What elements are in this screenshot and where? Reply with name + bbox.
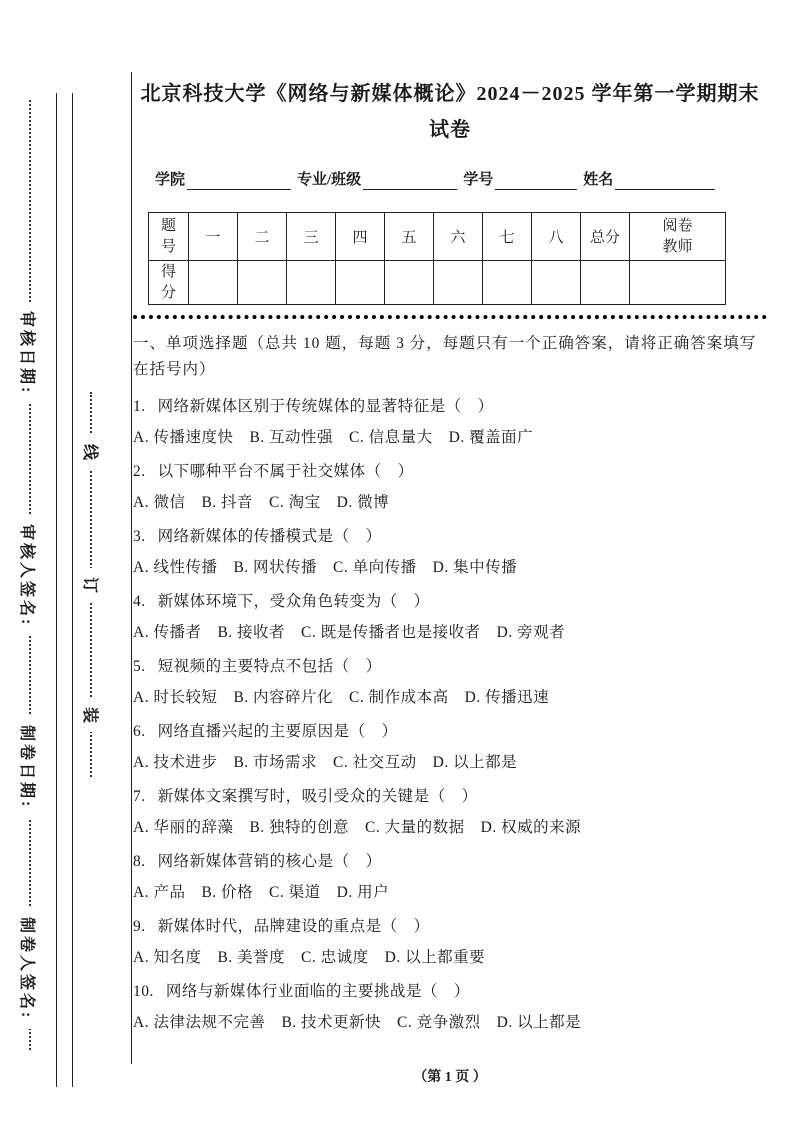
field-label-major-class: 专业/班级: [297, 172, 362, 188]
question-text: 网络新媒体区别于传统媒体的显著特征是（ ）: [157, 397, 494, 415]
question-options: A. 微信 B. 抖音 C. 淘宝 D. 微博: [133, 493, 390, 511]
field-blank-major-class: [363, 171, 457, 190]
question-options: A. 华丽的辞藻 B. 独特的创意 C. 大量的数据 D. 权威的来源: [133, 818, 582, 836]
score-col-header: 总分: [581, 213, 630, 261]
content-border-line: [131, 72, 132, 1064]
field-label-student-id: 学号: [463, 172, 494, 188]
field-label-college: 学院: [155, 172, 186, 188]
binding-char-bind: 装: [80, 698, 103, 732]
field-blank-college: [187, 171, 291, 190]
field-label-name: 姓名: [583, 172, 614, 188]
score-empty-cell: [483, 261, 532, 305]
question-number: 9.: [133, 917, 146, 935]
binding-char-staple: 订: [80, 568, 103, 602]
question-options: A. 线性传播 B. 网状传播 C. 单向传播 D. 集中传播: [133, 558, 518, 576]
field-blank-student-id: [495, 171, 577, 190]
score-empty-cell: [532, 261, 581, 305]
grader-header: 阅卷教师: [662, 218, 693, 255]
score-col-header: 二: [238, 213, 287, 261]
score-empty-cell: [189, 261, 238, 305]
question-text: 新媒体时代，品牌建设的重点是（ ）: [157, 917, 430, 935]
question-item: [133, 461, 767, 514]
question-options: A. 法律法规不完善 B. 技术更新快 C. 竞争激烈 D. 以上都是: [133, 1013, 582, 1031]
score-col-header: 八: [532, 213, 581, 261]
question-number: 10.: [133, 982, 154, 1000]
paper-maker-signature-label: 制卷人签名:: [17, 908, 40, 1029]
score-col-header: 七: [483, 213, 532, 261]
score-col-header: 四: [336, 213, 385, 261]
question-item: [133, 526, 767, 579]
score-col-header: 五: [385, 213, 434, 261]
score-col-header: 一: [189, 213, 238, 261]
score-empty-cell: [581, 261, 630, 305]
score-header-corner: 题号: [160, 218, 176, 255]
question-item: [133, 981, 767, 1034]
question-item: [133, 396, 767, 449]
exam-title: 北京科技大学《网络与新媒体概论》2024－2025 学年第一学期期末试卷: [140, 83, 760, 141]
page-footer: （第 1 页 ）: [413, 1070, 487, 1085]
binding-rule-left: [56, 93, 57, 1087]
question-text: 新媒体文案撰写时，吸引受众的关键是（ ）: [157, 787, 478, 805]
reviewer-signature-label: 审核人签名:: [17, 515, 40, 636]
question-options: A. 传播者 B. 接收者 C. 既是传播者也是接收者 D. 旁观者: [133, 623, 566, 641]
question-number: 5.: [133, 657, 146, 675]
question-number: 3.: [133, 527, 146, 545]
student-info-row: [133, 168, 767, 190]
score-empty-cell: [385, 261, 434, 305]
question-item: [133, 591, 767, 644]
question-number: 8.: [133, 852, 146, 870]
question-options: A. 传播速度快 B. 互动性强 C. 信息量大 D. 覆盖面广: [133, 428, 534, 446]
question-options: A. 时长较短 B. 内容碎片化 C. 制作成本高 D. 传播迅速: [133, 688, 550, 706]
score-row-label: 得分: [160, 264, 176, 301]
question-number: 1.: [133, 397, 146, 415]
score-empty-cell: [336, 261, 385, 305]
question-text: 网络直播兴起的主要原因是（ ）: [157, 722, 398, 740]
dotted-separator: [133, 315, 767, 319]
binding-rule-right: [72, 93, 73, 1087]
score-table: [148, 212, 726, 305]
score-empty-cell: [238, 261, 287, 305]
question-options: A. 技术进步 B. 市场需求 C. 社交互动 D. 以上都是: [133, 753, 518, 771]
question-text: 以下哪种平台不属于社交媒体（ ）: [157, 462, 414, 480]
review-date-label: 审核日期:: [17, 302, 40, 404]
question-item: [133, 656, 767, 709]
question-number: 7.: [133, 787, 146, 805]
question-item: [133, 916, 767, 969]
field-blank-name: [615, 171, 715, 190]
question-text: 网络新媒体的传播模式是（ ）: [157, 527, 382, 545]
paper-date-label: 制卷日期:: [17, 716, 40, 818]
question-text: 网络与新媒体行业面临的主要挑战是（ ）: [165, 982, 470, 1000]
score-empty-cell: [434, 261, 483, 305]
question-number: 4.: [133, 592, 146, 610]
score-col-header: 三: [287, 213, 336, 261]
question-number: 2.: [133, 462, 146, 480]
question-text: 新媒体环境下，受众角色转变为（ ）: [157, 592, 430, 610]
question-text: 短视频的主要特点不包括（ ）: [157, 657, 382, 675]
question-item: [133, 721, 767, 774]
question-options: A. 产品 B. 价格 C. 渠道 D. 用户: [133, 883, 390, 901]
score-col-header: 六: [434, 213, 483, 261]
question-number: 6.: [133, 722, 146, 740]
question-item: [133, 851, 767, 904]
score-empty-cell: [287, 261, 336, 305]
question-text: 网络新媒体营销的核心是（ ）: [157, 852, 382, 870]
question-item: [133, 786, 767, 839]
question-options: A. 知名度 B. 美誉度 C. 忠诚度 D. 以上都重要: [133, 948, 486, 966]
content-area: [133, 72, 767, 1034]
binding-char-line: 线: [80, 435, 103, 469]
section-heading: 一、单项选择题（总共 10 题，每题 3 分，每题只有一个正确答案，请将正确答案填写在括号内）: [133, 335, 757, 379]
score-empty-cell: [630, 261, 726, 305]
